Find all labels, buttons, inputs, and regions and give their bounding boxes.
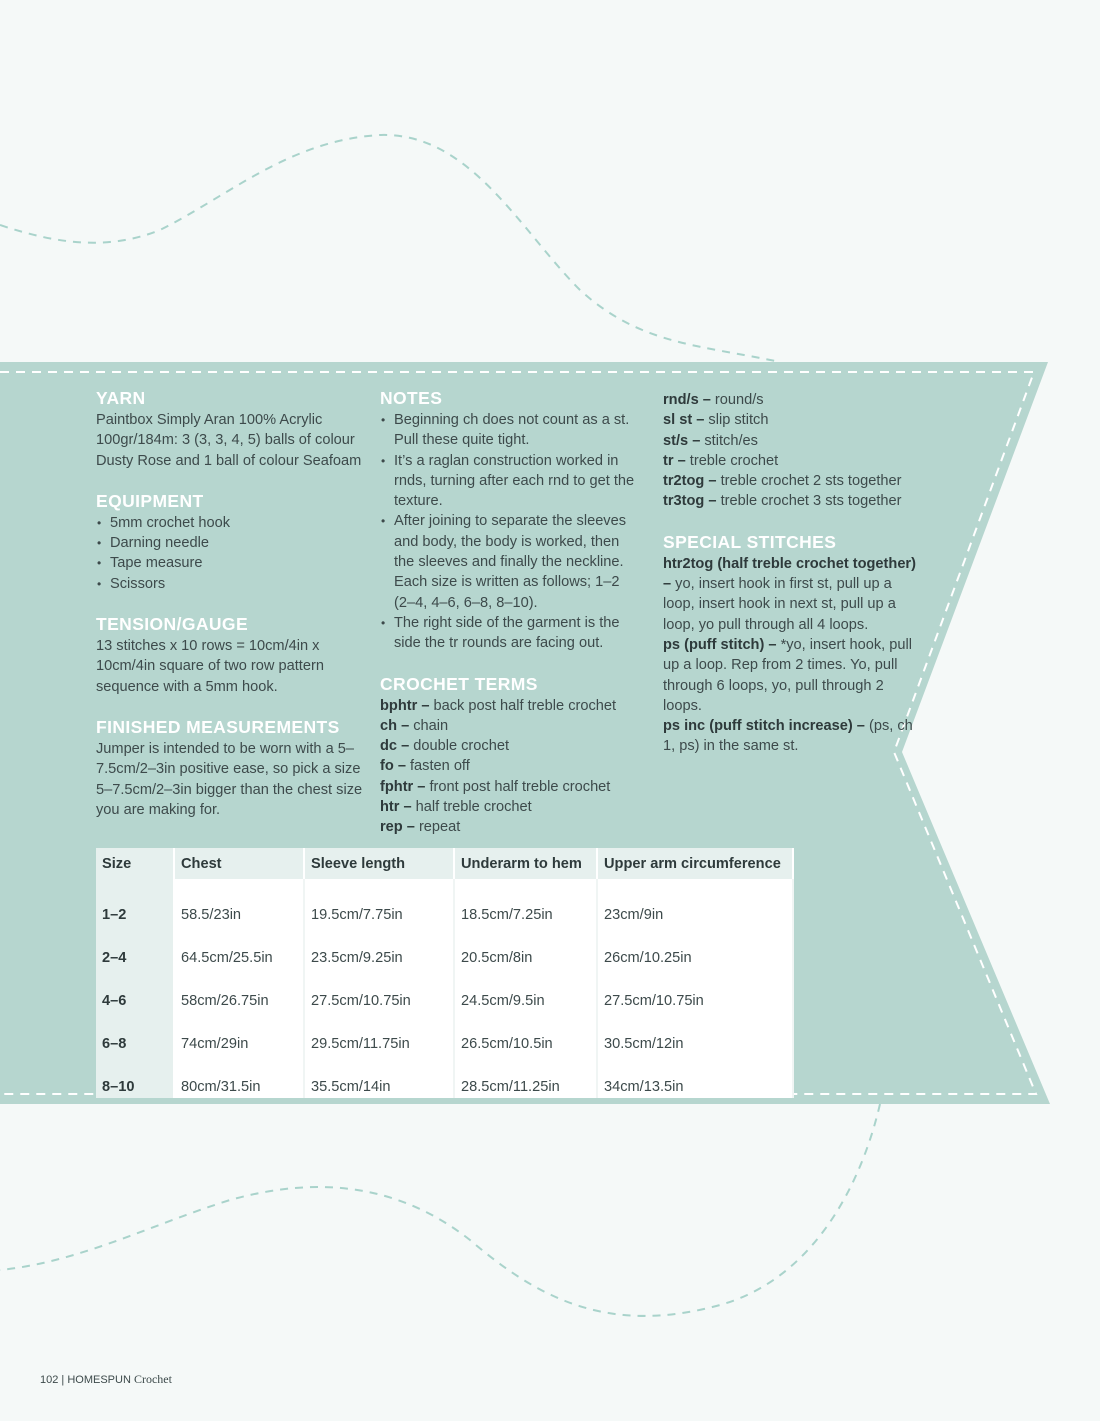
table-cell: 20.5cm/8in: [454, 926, 597, 969]
terms-continued-section: [663, 390, 923, 512]
list-item: • Beginning ch does not count as a st. Pull these quite tight.: [380, 410, 642, 451]
table-row: [96, 969, 793, 1012]
term-item: htr2tog (half treble crochet together) – yo, insert hook in first st, pull up a loop, insert hook in next st, pull up a loop, yo pull through all 4 loops.: [663, 555, 916, 633]
footer-brand: HOMESPUN: [67, 1374, 131, 1386]
notes-list: [380, 410, 642, 654]
size-table: [96, 848, 794, 1098]
table-cell: 27.5cm/10.75in: [304, 969, 454, 1012]
table-cell: 18.5cm/7.25in: [454, 879, 597, 926]
table-cell: 28.5cm/11.25in: [454, 1055, 597, 1098]
table-header: Size: [96, 848, 174, 879]
list-item: • The right side of the garment is the side the tr rounds are facing out.: [380, 613, 642, 654]
term-item: ps (puff stitch) – *yo, insert hook, pull up a loop. Rep from 2 times. Yo, pull through 6 loops, yo, pull through 2 loops.: [663, 636, 912, 714]
list-item: • 5mm crochet hook: [96, 513, 364, 533]
footer-brand-sub: Crochet: [133, 1372, 172, 1386]
list-item: • After joining to separate the sleeves and body, the body is worked, then the sleeves and finally the neckline. Each size is written as follows; 1–2 (2–4, 4–6, 6–8, 8–10).: [380, 511, 642, 612]
table-cell: 26.5cm/10.5in: [454, 1012, 597, 1055]
table-cell: 6–8: [96, 1012, 174, 1055]
table-header-row: [96, 848, 793, 879]
table-cell: 29.5cm/11.75in: [304, 1012, 454, 1055]
term-item: fo – fasten off: [380, 758, 470, 775]
term-item: sl st – slip stitch: [663, 412, 769, 429]
table-row: [96, 1055, 793, 1098]
equipment-list: [96, 513, 364, 594]
term-item: rep – repeat: [380, 819, 461, 836]
table-cell: 19.5cm/7.75in: [304, 879, 454, 926]
table-cell: 23.5cm/9.25in: [304, 926, 454, 969]
notes-heading: NOTES: [380, 388, 443, 408]
yarn-heading: YARN: [96, 388, 146, 408]
tension-section: [96, 612, 364, 697]
table-row: [96, 1012, 793, 1055]
yarn-text: Paintbox Simply Aran 100% Acrylic 100gr/184m: 3 (3, 3, 4, 5) balls of colour Dusty Rose and 1 ball of colour Seafoam: [96, 412, 362, 469]
table-cell: 24.5cm/9.5in: [454, 969, 597, 1012]
table-cell: 4–6: [96, 969, 174, 1012]
equipment-section: [96, 489, 364, 594]
special-stitches-heading: SPECIAL STITCHES: [663, 531, 837, 552]
term-item: tr3tog – treble crochet 3 sts together: [663, 493, 902, 510]
special-stitches-section: [663, 530, 923, 757]
yarn-section: [96, 386, 364, 471]
crochet-terms-heading: CROCHET TERMS: [380, 673, 538, 694]
column-right: [663, 386, 923, 775]
table-cell: 34cm/13.5in: [597, 1055, 793, 1098]
term-item: st/s – stitch/es: [663, 432, 758, 449]
finished-text: Jumper is intended to be worn with a 5–7.5cm/2–3in positive ease, so pick a size 5–7.5cm/2–3in bigger than the chest size you are making for.: [96, 740, 363, 818]
table-row: [96, 926, 793, 969]
table-cell: 8–10: [96, 1055, 174, 1098]
table-cell: 35.5cm/14in: [304, 1055, 454, 1098]
crochet-terms-section: [380, 672, 642, 838]
term-item: tr2tog – treble crochet 2 sts together: [663, 473, 902, 490]
page-number: 102: [40, 1374, 59, 1386]
table-cell: 80cm/31.5in: [174, 1055, 304, 1098]
equipment-heading: EQUIPMENT: [96, 490, 204, 511]
table-cell: 58cm/26.75in: [174, 969, 304, 1012]
term-item: dc – double crochet: [380, 738, 509, 755]
table-cell: 26cm/10.25in: [597, 926, 793, 969]
table-cell: 64.5cm/25.5in: [174, 926, 304, 969]
finished-heading: FINISHED MEASUREMENTS: [96, 716, 340, 737]
table-row: [96, 879, 793, 926]
table-header: Sleeve length: [304, 848, 454, 879]
footer-separator: |: [61, 1374, 65, 1386]
table-cell: 27.5cm/10.75in: [597, 969, 793, 1012]
list-item: • Darning needle: [96, 533, 364, 553]
term-item: ch – chain: [380, 717, 449, 734]
list-item: • Tape measure: [96, 553, 364, 573]
term-item: tr – treble crochet: [663, 452, 779, 469]
term-item: fphtr – front post half treble crochet: [380, 778, 611, 795]
list-item: • It’s a raglan construction worked in rnds, turning after each rnd to get the texture.: [380, 451, 642, 512]
table-cell: 23cm/9in: [597, 879, 793, 926]
table-header: Upper arm circumference: [597, 848, 793, 879]
term-item: ps inc (puff stitch increase) – (ps, ch 1, ps) in the same st.: [663, 718, 913, 755]
column-left: [96, 386, 364, 838]
table-cell: 74cm/29in: [174, 1012, 304, 1055]
table-cell: 2–4: [96, 926, 174, 969]
table-cell: 1–2: [96, 879, 174, 926]
finished-section: [96, 715, 364, 820]
column-middle: [380, 386, 642, 856]
tension-text: 13 stitches x 10 rows = 10cm/4in x 10cm/4in square of two row pattern sequence with a 5mm hook.: [96, 638, 324, 695]
term-item: rnd/s – round/s: [663, 392, 764, 408]
table-header: Chest: [174, 848, 304, 879]
page-footer: [40, 1372, 172, 1387]
tension-heading: TENSION/GAUGE: [96, 614, 249, 635]
term-item: bphtr – back post half treble crochet: [380, 697, 617, 714]
table-cell: 30.5cm/12in: [597, 1012, 793, 1055]
table-cell: 58.5/23in: [174, 879, 304, 926]
term-item: htr – half treble crochet: [380, 799, 532, 816]
table-header: Underarm to hem: [454, 848, 597, 879]
list-item: • Scissors: [96, 574, 364, 594]
notes-section: [380, 386, 642, 654]
